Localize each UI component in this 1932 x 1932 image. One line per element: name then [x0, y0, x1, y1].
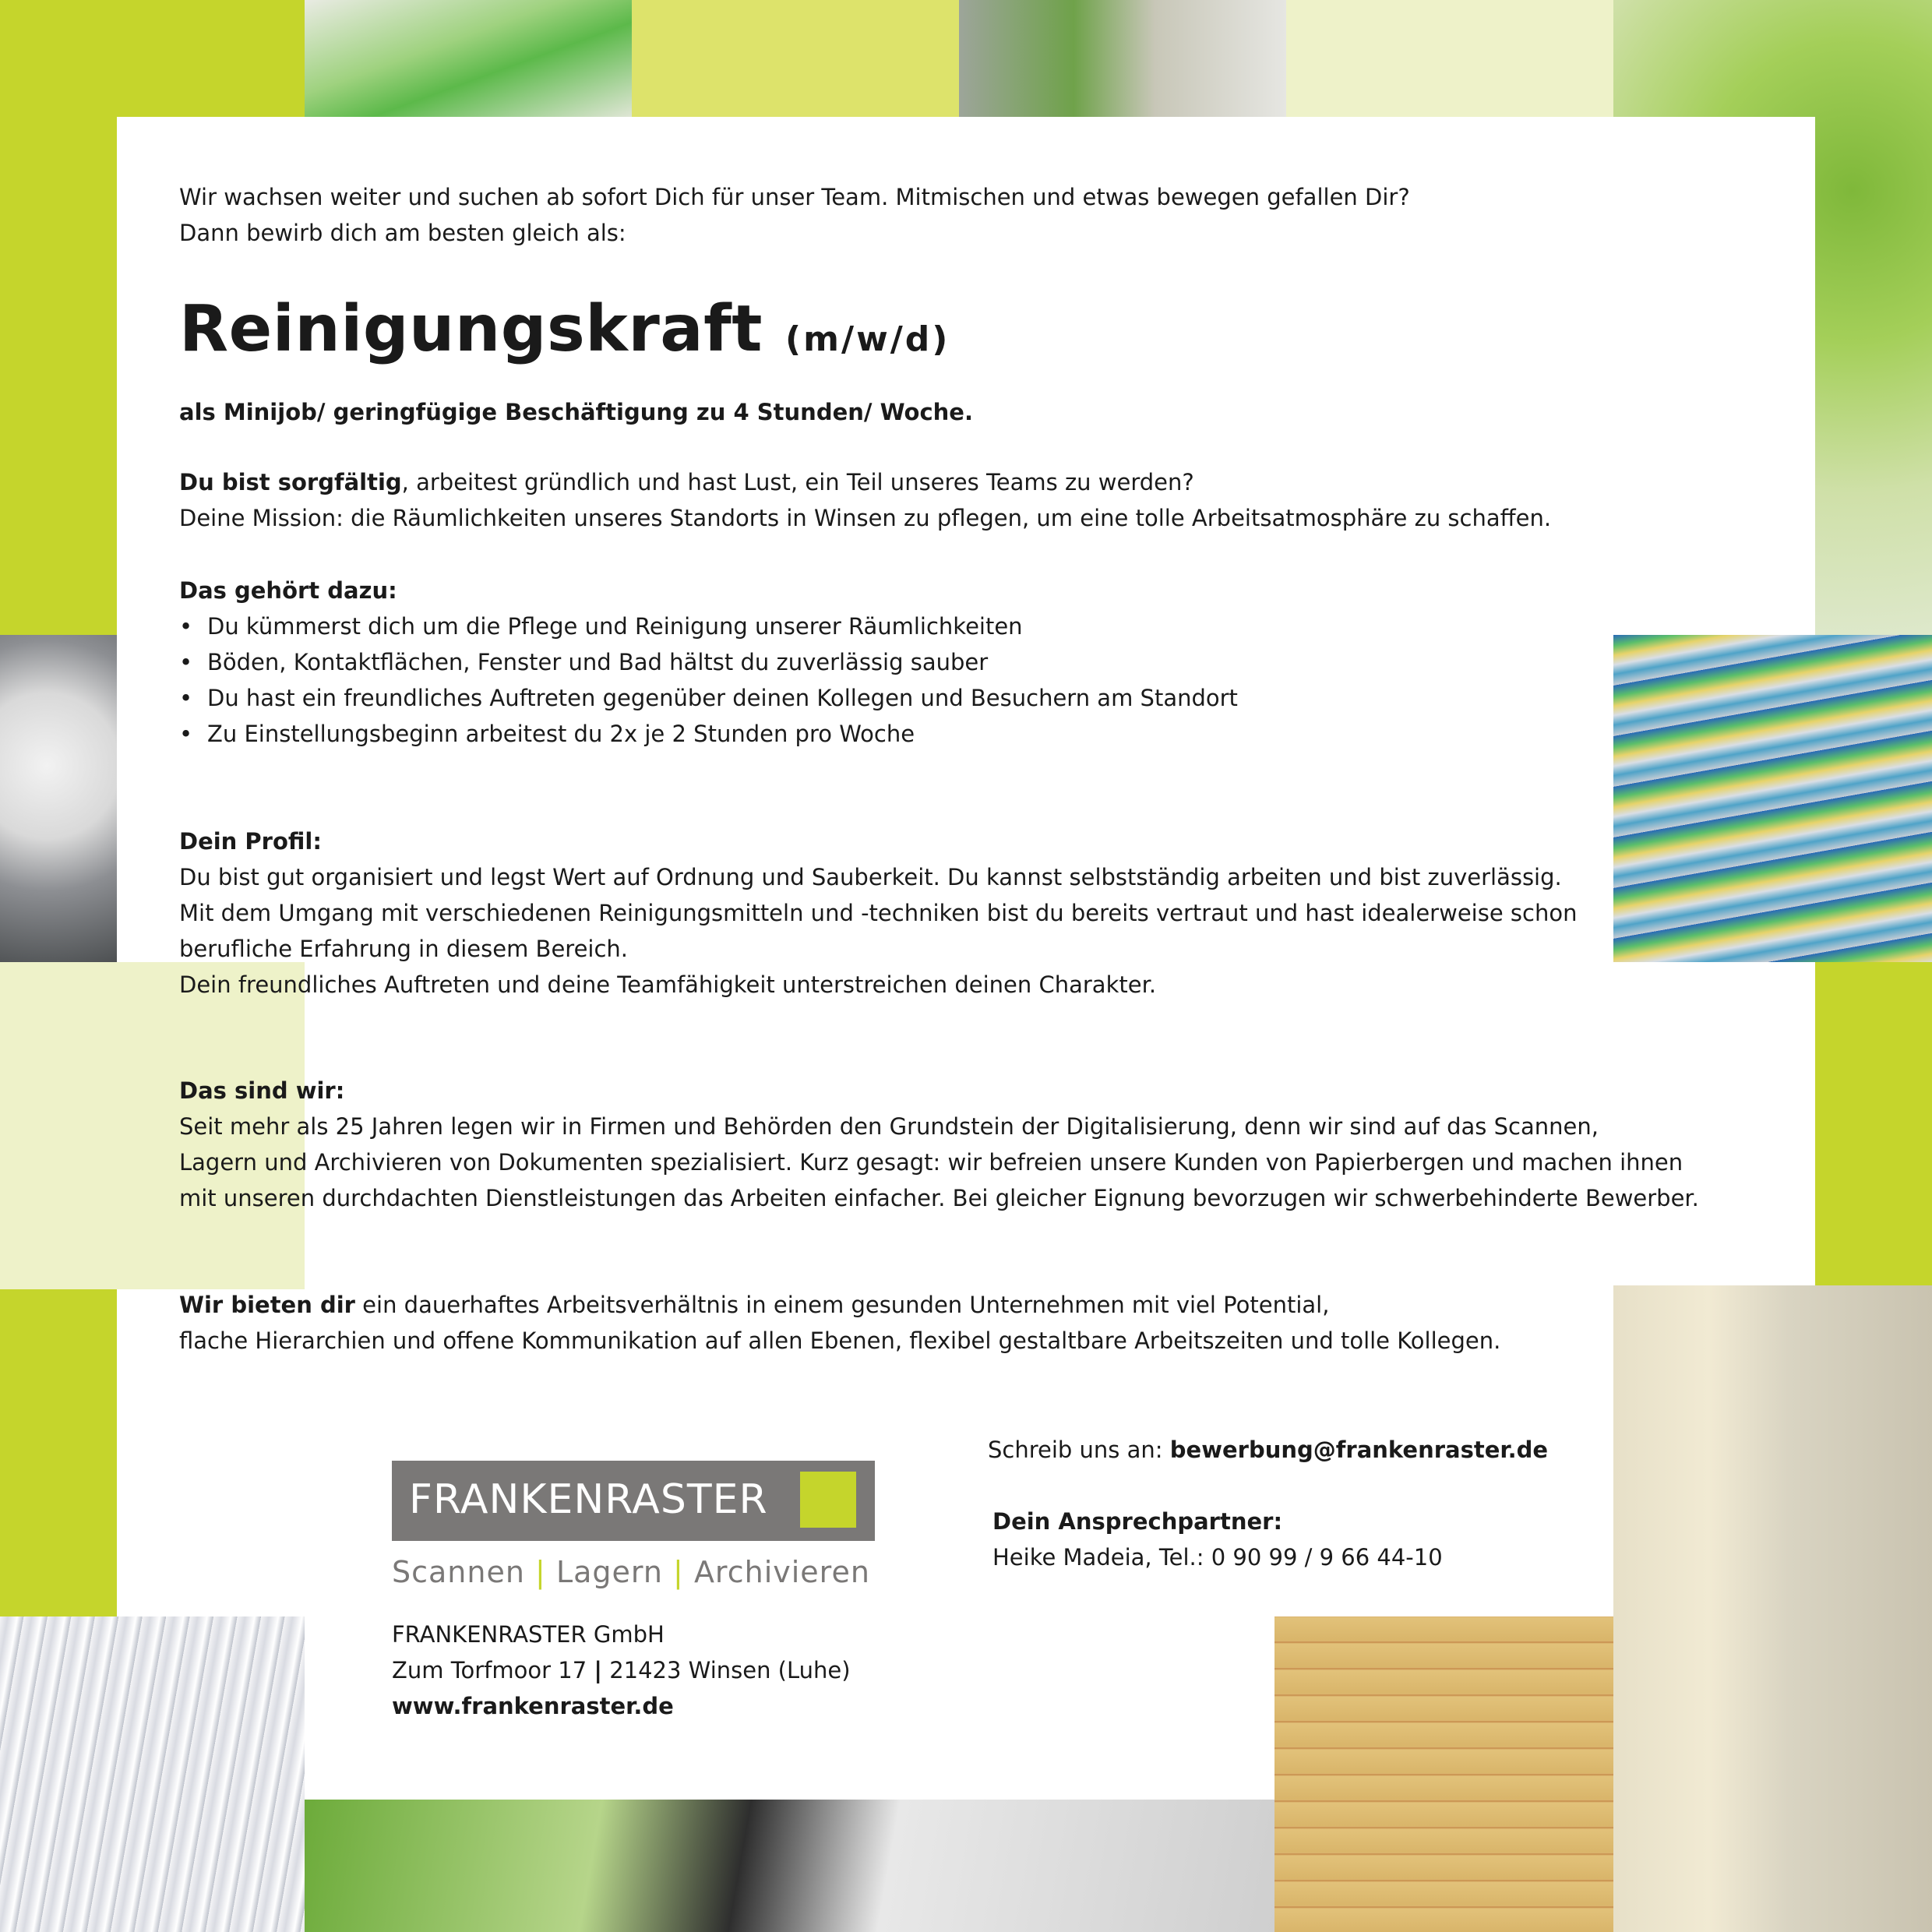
hygrometer-overlay [0, 635, 117, 962]
archive-overlay [1613, 635, 1932, 962]
profile-line: Du bist gut organisiert und legst Wert auf Ordnung und Sauberkeit. Du kannst selbstständig arbeiten und bist zuverlässig. [179, 864, 1562, 890]
company-name: FRANKENRASTER GmbH [392, 1621, 665, 1648]
logo-text: FRANKENRASTER [409, 1476, 768, 1523]
logo-tagline [392, 1555, 870, 1589]
offer-line-2: flache Hierarchien und offene Kommunikation auf allen Ebenen, flexibel gestaltbare Arbeitszeiten und tolle Kollegen. [179, 1327, 1501, 1354]
address-separator: | [594, 1657, 602, 1683]
profile-heading: Dein Profil: [179, 828, 322, 855]
tagline-scannen: Scannen [392, 1555, 525, 1589]
job-title-text: Reinigungskraft [179, 292, 763, 366]
about-line: Seit mehr als 25 Jahren legen wir in Firmen und Behörden den Grundstein der Digitalisierung, denn wir sind auf das Scannen, [179, 1113, 1599, 1140]
contact-label: Schreib uns an: [988, 1437, 1170, 1463]
list-item: • Du kümmerst dich um die Pflege und Reinigung unserer Räumlichkeiten [179, 608, 1238, 644]
contact-block [988, 1432, 1548, 1575]
intro [179, 179, 1410, 251]
green-folders-photo-icon [305, 0, 632, 117]
tagline-separator: | [673, 1555, 684, 1589]
company-address [392, 1616, 851, 1724]
tagline-lagern: Lagern [555, 1555, 663, 1589]
floor-plan-photo-icon [1274, 1616, 1613, 1932]
profile-line: Dein freundliches Auftreten und deine Teamfähigkeit unterstreichen deinen Charakter. [179, 971, 1157, 998]
email-link[interactable]: bewerbung@frankenraster.de [1169, 1437, 1549, 1463]
mission [179, 464, 1551, 536]
company-logo [392, 1461, 875, 1541]
job-title [179, 292, 950, 366]
tabs-overlay [1613, 1285, 1932, 1932]
about-line: mit unseren durchdachten Dienstleistungen das Arbeiten einfacher. Bei gleicher Eignung bevorzugen wir schwerbehinderte Bewerber. [179, 1185, 1699, 1211]
mission-bold: Du bist sorgfältig [179, 469, 402, 495]
offer-section [179, 1287, 1500, 1359]
list-item: • Du hast ein freundliches Auftreten gegenüber deinen Kollegen und Besuchern am Standort [179, 680, 1238, 716]
office-person-photo-icon [959, 0, 1286, 117]
offer-bold: Wir bieten dir [179, 1292, 355, 1318]
offer-rest: ein dauerhaftes Arbeitsverhältnis in einem gesunden Unternehmen mit viel Potential, [354, 1292, 1330, 1318]
paper-stack-photo-icon [0, 1616, 305, 1932]
lime-right-overlay [1815, 962, 1932, 1285]
tasks-heading: Das gehört dazu: [179, 577, 397, 604]
profile-line: Mit dem Umgang mit verschiedenen Reinigungsmitteln und -techniken bist du bereits vertraut und hast idealerweise schon [179, 900, 1578, 926]
website-link[interactable]: www.frankenraster.de [392, 1693, 674, 1719]
intro-line-1: Wir wachsen weiter und suchen ab sofort Dich für unser Team. Mitmischen und etwas bewegen gefallen Dir? [179, 184, 1410, 210]
lime-pale-tile [1286, 0, 1613, 117]
profile-line: berufliche Erfahrung in diesem Bereich. [179, 936, 629, 962]
about-section [179, 1073, 1699, 1216]
tagline-separator: | [535, 1555, 546, 1589]
job-type: als Minijob/ geringfügige Beschäftigung zu 4 Stunden/ Woche. [179, 399, 973, 425]
contact-person: Heike Madeia, Tel.: 0 90 99 / 9 66 44-10 [992, 1544, 1443, 1571]
address-city: 21423 Winsen (Luhe) [609, 1657, 851, 1683]
job-gender: (m/w/d) [785, 319, 950, 359]
list-item: • Böden, Kontaktflächen, Fenster und Bad hältst du zuverlässig sauber [179, 644, 1238, 680]
tasks-section [179, 573, 1238, 752]
desk-photo-icon [305, 1800, 1274, 1932]
tagline-archivieren: Archivieren [693, 1555, 870, 1589]
tasks-list [179, 608, 1238, 752]
about-line: Lagern und Archivieren von Dokumenten spezialisiert. Kurz gesagt: wir befreien unsere Kunden von Papierbergen und machen ihnen [179, 1149, 1683, 1176]
mission-rest: , arbeitest gründlich und hast Lust, ein Teil unseres Teams zu werden? [401, 469, 1194, 495]
lime-light-tile [632, 0, 959, 117]
intro-line-2: Dann bewirb dich am besten gleich als: [179, 220, 626, 246]
profile-section [179, 823, 1577, 1003]
address-street: Zum Torfmoor 17 [392, 1657, 587, 1683]
logo-square-icon [800, 1472, 856, 1528]
mission-line-2: Deine Mission: die Räumlichkeiten unseres Standorts in Winsen zu pflegen, um eine tolle Arbeitsatmosphäre zu schaffen. [179, 505, 1552, 531]
contact-person-heading: Dein Ansprechpartner: [992, 1508, 1283, 1535]
list-item: • Zu Einstellungsbeginn arbeitest du 2x je 2 Stunden pro Woche [179, 716, 1238, 752]
about-heading: Das sind wir: [179, 1077, 345, 1104]
